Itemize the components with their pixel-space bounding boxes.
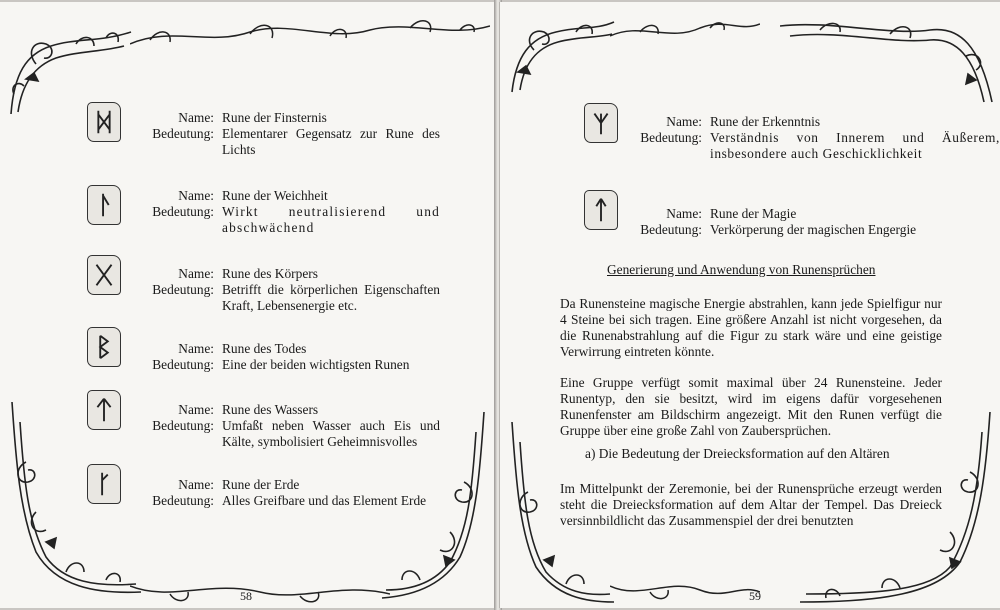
name-label: Name: [666,114,702,129]
rune-meaning: Wirkt neutralisierend und abschwächend [222,204,440,235]
rune-name: Rune des Todes [222,341,307,356]
rune-name: Rune der Finsternis [222,110,327,125]
rune-name: Rune der Weichheit [222,188,328,203]
meaning-label: Bedeutung: [640,222,702,237]
paragraph: Eine Gruppe verfügt somit maximal über 24 Runensteine. Jeder Runentyp, den sie besitzt, wird im eigens dafür vorgesehenen Runenfenster am Bildschirm angezeigt. Mit den Runen verfügt die Gruppe über eine große Zahl von Zaubersprüchen. [560,375,942,438]
meaning-label: Bedeutung: [152,126,214,141]
rune-meaning: Alles Greifbare und das Element Erde [222,493,427,508]
meaning-label: Bedeutung: [152,493,214,508]
rune-name: Rune der Magie [710,206,797,221]
name-label: Name: [178,110,214,125]
bottom-border-ornament [610,570,760,604]
corner-ornament-top-right [780,16,996,106]
rune-entry [598,206,946,238]
meaning-label: Bedeutung: [152,282,214,297]
rune-name: Rune der Erkenntnis [710,114,821,129]
rune-meaning: Eine der beiden wichtigsten Runen [222,357,410,372]
top-border-ornament [610,16,760,46]
meaning-label: Bedeutung: [152,204,214,219]
name-label: Name: [178,341,214,356]
page-number: 59 [749,589,761,603]
top-border-ornament [130,16,490,56]
name-label: Name: [178,188,214,203]
corner-ornament-top-left [506,16,616,96]
rune-meaning: Umfaßt neben Wasser auch Eis und Kälte, symbolisiert Geheimnisvolles [222,418,440,449]
rune-entry [110,188,440,236]
meaning-label: Bedeutung: [152,418,214,433]
rune-entry [110,341,440,373]
meaning-label: Bedeutung: [152,357,214,372]
rune-entry [110,266,440,314]
rune-entry [110,477,452,509]
rune-meaning: Betrifft die körperlichen Eigenschaften Kraft, Lebensenergie etc. [222,282,440,313]
bottom-border-ornament [130,572,390,606]
page-number: 58 [240,589,252,603]
name-label: Name: [178,266,214,281]
name-label: Name: [178,402,214,417]
rune-entry [110,110,440,158]
name-label: Name: [666,206,702,221]
section-heading: Generierung und Anwendung von Runensprüchen [607,262,876,277]
rune-name: Rune des Wassers [222,402,319,417]
rune-name: Rune des Körpers [222,266,318,281]
rune-meaning: Verkörperung der magischen Engergie [710,222,917,237]
name-label: Name: [178,477,214,492]
meaning-label: Bedeutung: [640,130,702,145]
rune-name: Rune der Erde [222,477,300,492]
left-page [0,2,496,608]
rune-meaning: Verständnis von Innerem und Äußerem, insbesondere auch Geschicklichkeit [710,130,1000,161]
rune-meaning: Elementarer Gegensatz zur Rune des Lichts [222,126,440,157]
paragraph: Im Mittelpunkt der Zeremonie, bei der Runensprüche erzeugt werden steht die Dreiecksformation auf dem Altar der Tempel. Das Dreieck versinnbildlicht das Zusammenspiel der drei benutzten [560,481,942,528]
rune-entry [598,114,1000,162]
subheading: a) Die Bedeutung der Dreiecksformation auf den Altären [585,446,890,461]
paragraph: Da Runensteine magische Energie abstrahlen, kann jede Spielfigur nur 4 Steine bei sich tragen. Eine größere Anzahl ist nicht vorgesehen, da die Runenabstrahlung auf die Figur zu stark wäre und eine geistige Verwirrung eintreten könnte. [560,296,942,359]
rune-entry [110,402,440,450]
